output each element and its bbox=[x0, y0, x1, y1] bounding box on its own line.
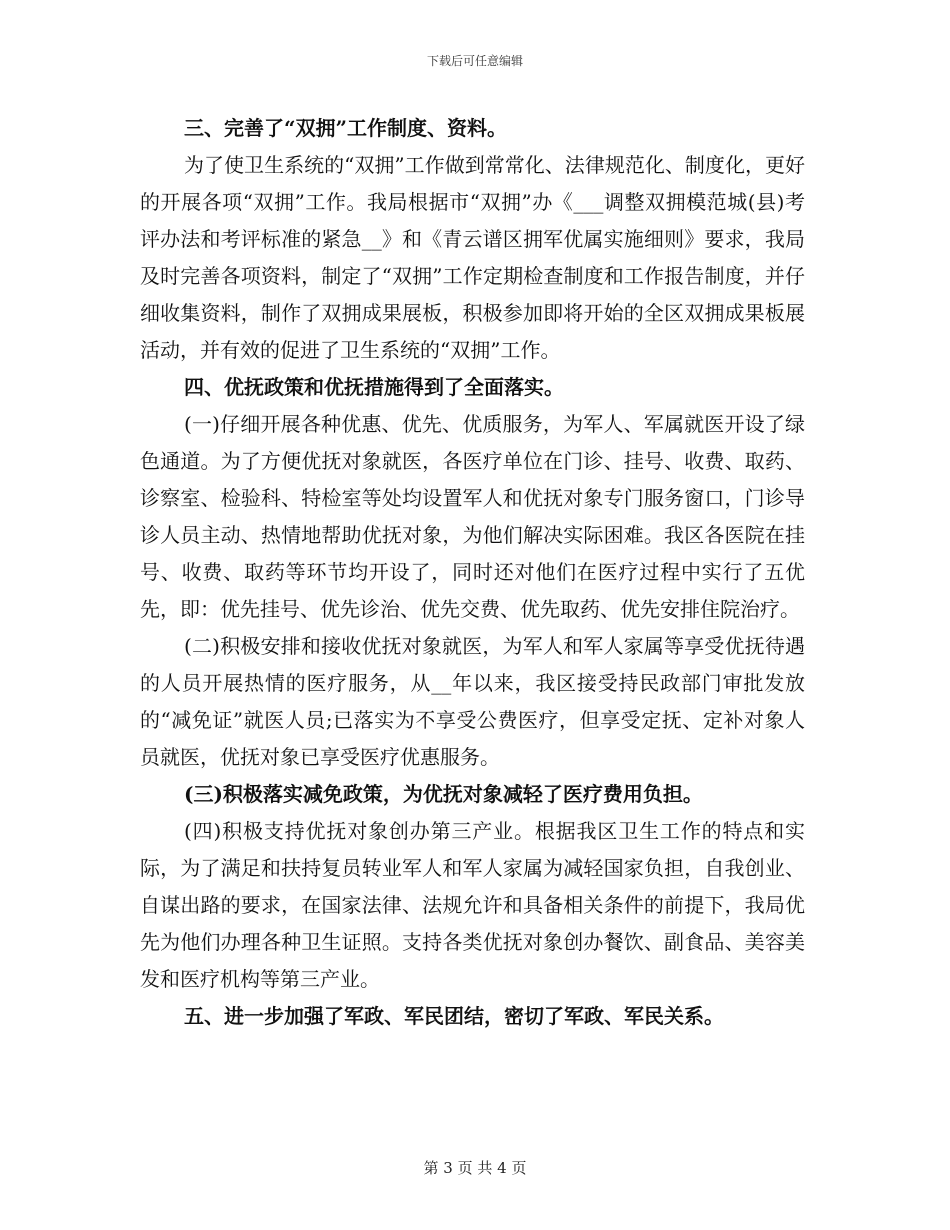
subsection-heading-3: (三)积极落实减免政策，为优抚对象减轻了医疗费用负担。 bbox=[184, 782, 703, 806]
document-body bbox=[140, 110, 805, 1035]
paragraph-1: 为了使卫生系统的“双拥”工作做到常常化、法律规范化、制度化，更好的开展各项“双拥”工作。我局根据市“双拥”办《___调整双拥模范城(县)考评办法和考评标准的紧急__》和《青云谱区拥军优属实施细则》要求，我局及时完善各项资料，制定了“双拥”工作定期检查制度和工作报告制度，并仔细收集资料，制作了双拥成果展板，积极参加即将开始的全区双拥成果板展活动，并有效的促进了卫生系统的“双拥”工作。 bbox=[140, 153, 805, 362]
section-heading-4: 四、优抚政策和优抚措施得到了全面落实。 bbox=[184, 375, 564, 399]
section-heading-3: 三、完善了“双拥”工作制度、资料。 bbox=[184, 116, 508, 140]
paragraph-2: (一)仔细开展各种优惠、优先、优质服务，为军人、军属就医开设了绿色通道。为了方便优抚对象就医，各医疗单位在门诊、挂号、收费、取药、诊察室、检验科、特检室等处均设置军人和优抚对象专门服务窗口，门诊导诊人员主动、热情地帮助优抚对象，为他们解决实际困难。我区各医院在挂号、收费、取药等环节均开设了，同时还对他们在医疗过程中实行了五优先，即：优先挂号、优先诊治、优先交费、优先取药、优先安排住院治疗。 bbox=[140, 412, 805, 621]
paragraph-4: (四)积极支持优抚对象创办第三产业。根据我区卫生工作的特点和实际，为了满足和扶持复员转业军人和军人家属为减轻国家负担，自我创业、自谋出路的要求，在国家法律、法规允许和具备相关条件的前提下，我局优先为他们办理各种卫生证照。支持各类优抚对象创办餐饮、副食品、美容美发和医疗机构等第三产业。 bbox=[140, 819, 805, 991]
paragraph-3: (二)积极安排和接收优抚对象就医，为军人和军人家属等享受优抚待遇的人员开展热情的医疗服务，从__年以来，我区接受持民政部门审批发放的“减免证”就医人员;已落实为不享受公费医疗，但享受定抚、定补对象人员就医，优抚对象已享受医疗优惠服务。 bbox=[140, 634, 805, 769]
page-footer: 第 3 页 共 4 页 bbox=[423, 1159, 527, 1177]
page-header: 下载后可任意编辑 bbox=[426, 54, 523, 68]
section-heading-5: 五、进一步加强了军政、军民团结，密切了军政、军民关系。 bbox=[184, 1004, 724, 1028]
